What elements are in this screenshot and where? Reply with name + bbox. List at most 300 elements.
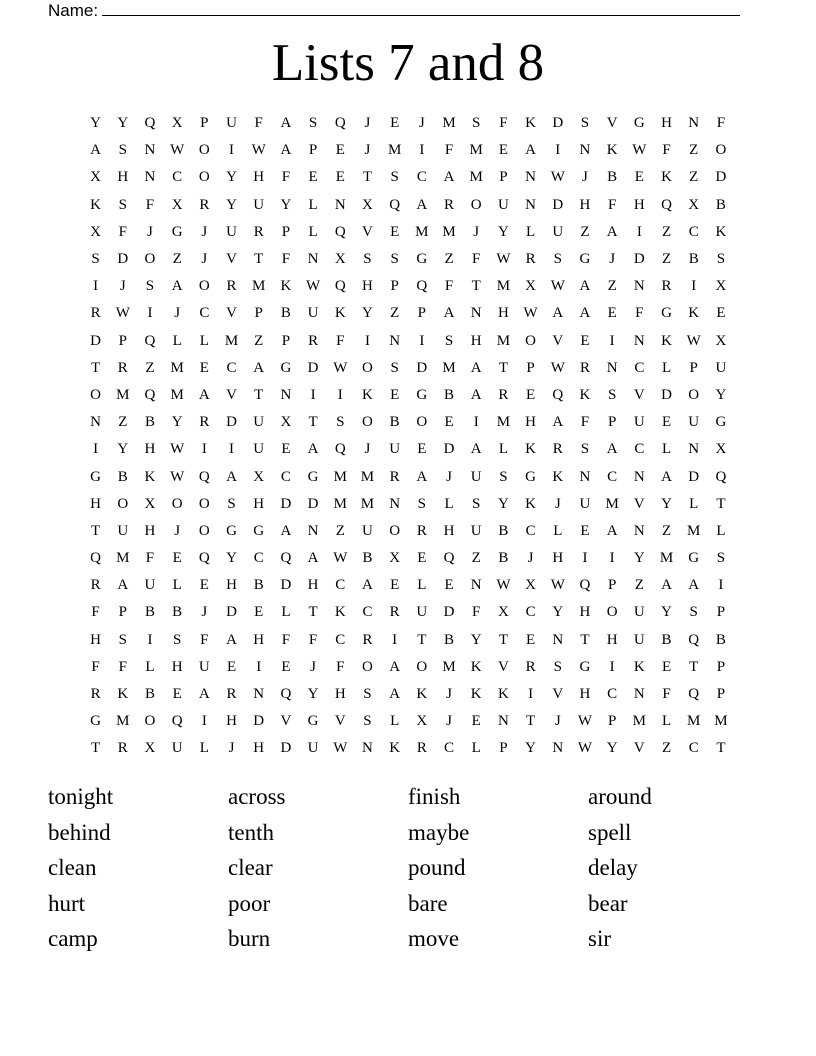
grid-letter[interactable]: Y [470,631,482,648]
grid-letter[interactable]: O [117,495,129,512]
grid-letter[interactable]: R [226,686,237,703]
grid-letter[interactable]: U [171,740,183,757]
grid-letter[interactable]: E [308,169,318,186]
grid-letter[interactable]: I [147,305,153,322]
grid-letter[interactable]: K [334,604,346,621]
grid-letter[interactable]: L [471,740,481,757]
grid-letter[interactable]: S [580,441,590,458]
grid-letter[interactable]: R [389,604,400,621]
grid-letter[interactable]: W [550,359,565,376]
grid-letter[interactable]: F [444,278,454,295]
grid-letter[interactable]: A [90,142,102,159]
grid-letter[interactable]: S [716,251,726,268]
grid-letter[interactable]: E [199,577,209,594]
grid-letter[interactable]: S [472,495,481,512]
grid-letter[interactable]: M [442,359,456,376]
grid-letter[interactable]: O [198,495,210,512]
grid-letter[interactable]: P [716,658,726,675]
grid-letter[interactable]: K [688,305,700,322]
grid-letter[interactable]: Z [118,414,128,431]
grid-letter[interactable]: Z [471,550,481,567]
grid-letter[interactable]: J [310,658,317,675]
grid-letter[interactable]: S [336,414,345,431]
grid-letter[interactable]: U [307,305,319,322]
grid-letter[interactable]: A [470,441,482,458]
grid-letter[interactable]: L [716,522,726,539]
grid-letter[interactable]: T [91,359,101,376]
grid-letter[interactable]: T [689,658,699,675]
grid-letter[interactable]: W [550,577,565,594]
grid-letter[interactable]: N [334,196,346,213]
grid-letter[interactable]: V [334,713,346,730]
grid-letter[interactable]: I [229,142,235,159]
grid-letter[interactable]: N [497,713,509,730]
grid-letter[interactable]: Y [497,495,509,512]
grid-letter[interactable]: D [280,495,292,512]
grid-letter[interactable]: Q [443,550,455,567]
grid-letter[interactable]: R [416,740,427,757]
grid-letter[interactable]: F [145,196,155,213]
grid-letter[interactable]: K [715,223,727,240]
grid-letter[interactable]: U [470,468,482,485]
grid-letter[interactable]: Y [362,305,373,322]
grid-letter[interactable]: P [390,278,399,295]
grid-letter[interactable]: W [496,577,511,594]
grid-letter[interactable]: P [607,713,617,730]
grid-letter[interactable]: X [525,577,537,594]
grid-letter[interactable]: I [392,631,398,648]
grid-letter[interactable]: E [390,115,400,132]
grid-letter[interactable]: Q [280,686,292,703]
grid-letter[interactable]: N [470,305,482,322]
grid-letter[interactable]: B [688,251,699,268]
grid-letter[interactable]: Y [117,441,129,458]
grid-letter[interactable]: N [90,414,102,431]
grid-letter[interactable]: X [416,713,428,730]
grid-letter[interactable]: S [444,332,454,349]
grid-letter[interactable]: O [362,658,373,675]
grid-letter[interactable]: W [686,332,701,349]
grid-letter[interactable]: E [661,658,672,675]
grid-letter[interactable]: N [307,251,319,268]
grid-letter[interactable]: W [632,142,647,159]
grid-letter[interactable]: E [417,441,427,458]
grid-letter[interactable]: P [281,223,291,240]
grid-letter[interactable]: Z [390,305,400,322]
grid-letter[interactable]: O [470,196,482,213]
grid-letter[interactable]: N [633,686,645,703]
grid-letter[interactable]: C [607,686,618,703]
grid-letter[interactable]: Y [307,686,319,703]
grid-letter[interactable]: Z [145,359,155,376]
grid-letter[interactable]: U [633,631,645,648]
grid-letter[interactable]: O [362,414,373,431]
grid-letter[interactable]: S [363,686,372,703]
grid-letter[interactable]: Q [688,686,700,703]
grid-letter[interactable]: P [607,414,617,431]
grid-letter[interactable]: S [172,631,182,648]
grid-letter[interactable]: F [118,223,127,240]
grid-letter[interactable]: S [363,251,372,268]
grid-letter[interactable]: D [416,359,428,376]
grid-letter[interactable]: F [662,686,671,703]
grid-letter[interactable]: M [333,495,347,512]
grid-letter[interactable]: U [362,522,373,539]
grid-letter[interactable]: E [254,604,264,621]
grid-letter[interactable]: X [389,550,401,567]
grid-letter[interactable]: W [496,251,511,268]
grid-letter[interactable]: J [228,740,235,757]
grid-letter[interactable]: E [444,577,454,594]
grid-letter[interactable]: Q [661,196,672,213]
grid-letter[interactable]: I [337,386,343,403]
grid-letter[interactable]: E [417,550,427,567]
grid-letter[interactable]: H [606,631,618,648]
grid-letter[interactable]: E [526,386,536,403]
grid-letter[interactable]: C [634,359,645,376]
grid-letter[interactable]: X [144,495,156,512]
grid-letter[interactable]: Y [280,196,292,213]
grid-letter[interactable]: M [387,142,402,159]
grid-letter[interactable]: X [144,740,156,757]
grid-letter[interactable]: W [577,713,593,730]
grid-letter[interactable]: T [716,495,726,512]
grid-letter[interactable]: E [335,142,345,159]
grid-letter[interactable]: W [170,142,185,159]
grid-letter[interactable]: L [145,658,155,675]
grid-letter[interactable]: C [634,441,645,458]
grid-letter[interactable]: E [498,142,508,159]
grid-letter[interactable]: G [171,223,183,240]
grid-letter[interactable]: I [93,441,99,458]
grid-letter[interactable]: W [333,740,348,757]
grid-letter[interactable]: B [498,550,509,567]
grid-letter[interactable]: R [117,740,128,757]
grid-letter[interactable]: C [416,169,427,186]
grid-letter[interactable]: R [661,278,672,295]
grid-letter[interactable]: Z [254,332,264,349]
grid-letter[interactable]: T [526,713,536,730]
grid-letter[interactable]: Z [661,223,672,240]
grid-letter[interactable]: M [714,713,728,730]
grid-letter[interactable]: O [198,522,210,539]
grid-letter[interactable]: W [170,468,185,485]
grid-letter[interactable]: W [115,305,130,322]
grid-letter[interactable]: Y [226,196,237,213]
grid-letter[interactable]: K [389,740,401,757]
grid-letter[interactable]: A [579,305,591,322]
name-blank-line[interactable] [102,0,740,16]
grid-letter[interactable]: Q [334,115,346,132]
grid-letter[interactable]: C [688,223,699,240]
grid-letter[interactable]: C [688,740,699,757]
grid-letter[interactable]: A [117,577,129,594]
grid-letter[interactable]: M [252,278,266,295]
grid-letter[interactable]: A [198,386,210,403]
grid-letter[interactable]: N [280,386,292,403]
grid-letter[interactable]: U [688,414,700,431]
grid-letter[interactable]: A [253,359,265,376]
grid-letter[interactable]: W [170,441,185,458]
grid-letter[interactable]: Y [715,386,727,403]
grid-letter[interactable]: A [443,305,455,322]
grid-letter[interactable]: A [552,414,564,431]
grid-letter[interactable]: L [526,223,536,240]
grid-letter[interactable]: J [446,713,452,730]
grid-letter[interactable]: M [496,332,511,349]
grid-letter[interactable]: O [198,278,210,295]
grid-letter[interactable]: J [554,495,561,512]
grid-letter[interactable]: I [201,441,207,458]
grid-letter[interactable]: S [118,196,127,213]
grid-letter[interactable]: F [281,251,291,268]
grid-letter[interactable]: M [224,332,239,349]
grid-letter[interactable]: A [280,115,292,132]
grid-letter[interactable]: U [226,115,237,132]
grid-letter[interactable]: B [498,522,509,539]
grid-letter[interactable]: J [119,278,126,295]
grid-letter[interactable]: O [362,359,373,376]
grid-letter[interactable]: Y [606,740,618,757]
grid-letter[interactable]: H [307,577,319,594]
grid-letter[interactable]: P [200,115,209,132]
grid-letter[interactable]: A [307,441,319,458]
grid-letter[interactable]: M [496,414,511,431]
grid-letter[interactable]: N [633,468,645,485]
grid-letter[interactable]: R [525,251,536,268]
grid-letter[interactable]: P [499,169,508,186]
grid-letter[interactable]: N [633,332,645,349]
grid-letter[interactable]: Z [634,577,644,594]
grid-letter[interactable]: R [362,631,373,648]
grid-letter[interactable]: M [442,658,456,675]
grid-letter[interactable]: H [253,169,265,186]
grid-letter[interactable]: F [145,550,155,567]
grid-letter[interactable]: R [90,686,101,703]
grid-letter[interactable]: S [390,169,399,186]
grid-letter[interactable]: A [198,686,210,703]
grid-letter[interactable]: Z [689,142,699,159]
grid-letter[interactable]: G [90,713,102,730]
grid-letter[interactable]: G [253,522,265,539]
grid-letter[interactable]: H [90,631,102,648]
grid-letter[interactable]: G [307,468,319,485]
grid-letter[interactable]: V [226,386,237,403]
grid-letter[interactable]: L [689,495,699,512]
grid-letter[interactable]: F [607,196,617,213]
grid-letter[interactable]: X [715,332,727,349]
grid-letter[interactable]: B [253,577,264,594]
grid-letter[interactable]: D [552,115,564,132]
grid-letter[interactable]: K [606,142,618,159]
grid-letter[interactable]: F [716,115,726,132]
grid-letter[interactable]: V [633,386,645,403]
grid-letter[interactable]: U [552,223,564,240]
grid-letter[interactable]: C [253,550,264,567]
grid-letter[interactable]: U [253,196,265,213]
grid-letter[interactable]: E [607,305,617,322]
grid-letter[interactable]: F [580,414,590,431]
grid-letter[interactable]: K [661,332,672,349]
grid-letter[interactable]: M [496,278,511,295]
grid-letter[interactable]: B [444,631,455,648]
grid-letter[interactable]: J [554,713,561,730]
grid-letter[interactable]: Q [144,115,156,132]
grid-letter[interactable]: Y [117,115,129,132]
grid-letter[interactable]: S [716,550,726,567]
grid-letter[interactable]: C [172,169,183,186]
grid-letter[interactable]: A [171,278,183,295]
grid-letter[interactable]: E [390,577,400,594]
grid-letter[interactable]: J [174,522,181,539]
grid-letter[interactable]: T [471,278,481,295]
grid-letter[interactable]: X [253,468,265,485]
grid-letter[interactable]: C [335,631,346,648]
grid-letter[interactable]: A [226,468,237,485]
grid-letter[interactable]: L [661,359,672,376]
grid-letter[interactable]: P [118,332,127,349]
grid-letter[interactable]: R [498,386,509,403]
grid-letter[interactable]: A [661,468,672,485]
grid-letter[interactable]: N [606,359,618,376]
grid-letter[interactable]: J [201,223,208,240]
grid-letter[interactable]: E [580,332,590,349]
grid-letter[interactable]: G [226,522,237,539]
grid-letter[interactable]: O [144,713,156,730]
grid-letter[interactable]: B [172,604,183,621]
grid-letter[interactable]: Z [661,251,672,268]
grid-letter[interactable]: X [334,251,346,268]
grid-letter[interactable]: C [525,604,536,621]
grid-letter[interactable]: H [579,196,591,213]
grid-letter[interactable]: Z [444,251,454,268]
grid-letter[interactable]: R [90,577,101,594]
grid-letter[interactable]: Q [334,278,346,295]
grid-letter[interactable]: P [716,686,726,703]
grid-letter[interactable]: J [364,115,371,132]
grid-letter[interactable]: U [253,414,265,431]
grid-letter[interactable]: K [579,386,591,403]
grid-letter[interactable]: Y [497,223,509,240]
grid-letter[interactable]: Z [172,251,182,268]
grid-letter[interactable]: M [116,386,130,403]
grid-letter[interactable]: G [579,251,591,268]
grid-letter[interactable]: K [552,468,564,485]
grid-letter[interactable]: Q [334,223,346,240]
grid-letter[interactable]: M [360,468,375,485]
grid-letter[interactable]: K [144,468,156,485]
grid-letter[interactable]: U [715,359,727,376]
grid-letter[interactable]: M [687,522,701,539]
grid-letter[interactable]: M [170,359,184,376]
grid-letter[interactable]: V [552,686,564,703]
grid-letter[interactable]: Z [661,522,672,539]
grid-letter[interactable]: F [662,142,671,159]
grid-letter[interactable]: L [553,522,563,539]
grid-letter[interactable]: O [389,522,401,539]
grid-letter[interactable]: B [144,414,155,431]
grid-letter[interactable]: I [609,658,615,675]
grid-letter[interactable]: Y [226,550,237,567]
grid-letter[interactable]: U [307,740,319,757]
grid-letter[interactable]: U [117,522,129,539]
grid-letter[interactable]: X [715,278,727,295]
grid-letter[interactable]: I [147,631,153,648]
grid-letter[interactable]: O [606,604,618,621]
grid-letter[interactable]: F [472,604,481,621]
grid-letter[interactable]: E [335,169,345,186]
grid-letter[interactable]: G [416,386,428,403]
grid-letter[interactable]: A [416,468,428,485]
grid-letter[interactable]: C [280,468,291,485]
grid-letter[interactable]: M [687,713,701,730]
grid-letter[interactable]: X [525,278,537,295]
grid-letter[interactable]: G [633,115,645,132]
grid-letter[interactable]: F [336,658,345,675]
grid-letter[interactable]: G [280,359,292,376]
grid-letter[interactable]: G [90,468,102,485]
grid-letter[interactable]: D [552,196,564,213]
grid-letter[interactable]: I [201,713,207,730]
grid-letter[interactable]: T [362,169,373,186]
grid-letter[interactable]: D [226,414,237,431]
grid-letter[interactable]: T [91,740,101,757]
grid-letter[interactable]: X [362,196,373,213]
grid-letter[interactable]: I [229,441,235,458]
grid-letter[interactable]: N [688,441,700,458]
grid-letter[interactable]: G [661,305,672,322]
grid-letter[interactable]: A [307,550,319,567]
grid-letter[interactable]: M [469,142,483,159]
grid-letter[interactable]: B [715,631,726,648]
grid-letter[interactable]: J [418,115,425,132]
grid-letter[interactable]: T [417,631,427,648]
grid-letter[interactable]: A [525,142,537,159]
grid-letter[interactable]: E [172,550,182,567]
grid-letter[interactable]: L [498,441,508,458]
grid-letter[interactable]: O [198,169,210,186]
grid-letter[interactable]: R [199,414,210,431]
grid-letter[interactable]: M [605,495,619,512]
grid-letter[interactable]: T [254,251,264,268]
grid-letter[interactable]: J [582,169,588,186]
grid-letter[interactable]: U [633,414,645,431]
grid-letter[interactable]: Q [144,332,156,349]
grid-letter[interactable]: O [416,658,428,675]
grid-letter[interactable]: A [688,577,700,594]
grid-letter[interactable]: H [226,577,237,594]
grid-letter[interactable]: K [280,278,292,295]
grid-letter[interactable]: I [609,332,615,349]
grid-letter[interactable]: N [307,522,319,539]
grid-letter[interactable]: W [333,359,348,376]
grid-letter[interactable]: G [416,251,428,268]
grid-letter[interactable]: V [633,495,645,512]
grid-letter[interactable]: G [715,414,727,431]
grid-letter[interactable]: E [580,522,590,539]
grid-letter[interactable]: S [499,468,508,485]
grid-letter[interactable]: H [552,550,564,567]
grid-letter[interactable]: I [93,278,99,295]
grid-letter[interactable]: P [499,740,508,757]
grid-letter[interactable]: L [444,495,454,512]
grid-letter[interactable]: D [280,740,292,757]
grid-letter[interactable]: K [497,686,509,703]
grid-letter[interactable]: L [172,332,182,349]
grid-letter[interactable]: H [661,115,672,132]
grid-letter[interactable]: N [389,495,401,512]
grid-letter[interactable]: I [364,332,370,349]
